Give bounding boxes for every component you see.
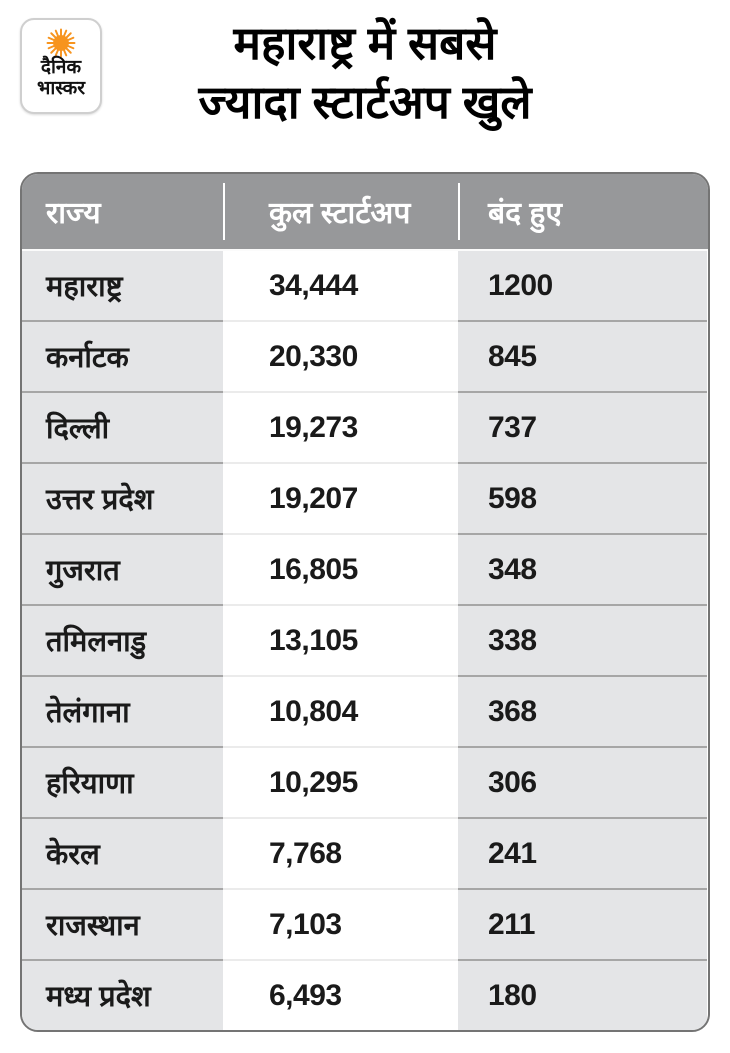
table-row [22, 746, 708, 817]
closed-cell: 241 [458, 817, 707, 888]
state-cell: कर्नाटक [22, 320, 223, 391]
table-row [22, 391, 708, 462]
logo-text-line1: दैनिक [40, 57, 82, 78]
state-cell: मध्य प्रदेश [22, 959, 223, 1030]
table-header-row [22, 174, 708, 249]
table-row [22, 249, 708, 320]
total-cell: 13,105 [223, 604, 458, 675]
closed-cell: 180 [458, 959, 707, 1030]
column-header-total: कुल स्टार्टअप [269, 197, 411, 230]
masthead [0, 0, 730, 172]
total-cell: 34,444 [223, 249, 458, 320]
state-cell: दिल्ली [22, 391, 223, 462]
table-row [22, 888, 708, 959]
total-cell: 10,295 [223, 746, 458, 817]
closed-cell: 211 [458, 888, 707, 959]
header-divider [458, 183, 460, 240]
header-divider [223, 183, 225, 240]
closed-cell: 306 [458, 746, 707, 817]
state-cell: राजस्थान [22, 888, 223, 959]
state-cell: केरल [22, 817, 223, 888]
table-row [22, 959, 708, 1030]
table-row [22, 675, 708, 746]
total-cell: 16,805 [223, 533, 458, 604]
total-cell: 7,103 [223, 888, 458, 959]
table-row [22, 320, 708, 391]
column-header-closed: बंद हुए [488, 197, 562, 230]
total-cell: 7,768 [223, 817, 458, 888]
closed-cell: 598 [458, 462, 707, 533]
total-cell: 19,273 [223, 391, 458, 462]
table-row [22, 533, 708, 604]
state-cell: महाराष्ट्र [22, 249, 223, 320]
state-cell: गुजरात [22, 533, 223, 604]
table-row [22, 604, 708, 675]
logo-text-line2: भास्कर [36, 77, 86, 99]
closed-cell: 368 [458, 675, 707, 746]
page-title [0, 14, 730, 132]
table-body [22, 249, 708, 1030]
closed-cell: 845 [458, 320, 707, 391]
closed-cell: 348 [458, 533, 707, 604]
state-cell: तेलंगाना [22, 675, 223, 746]
total-cell: 6,493 [223, 959, 458, 1030]
startup-table [20, 172, 710, 1032]
page-title-line2: ज्यादा स्टार्टअप खुले [198, 75, 532, 128]
table-row [22, 462, 708, 533]
total-cell: 19,207 [223, 462, 458, 533]
total-cell: 20,330 [223, 320, 458, 391]
total-cell: 10,804 [223, 675, 458, 746]
closed-cell: 1200 [458, 249, 707, 320]
state-cell: तमिलनाडु [22, 604, 223, 675]
state-cell: हरियाणा [22, 746, 223, 817]
page-title-line1: महाराष्ट्र में सबसे [233, 17, 497, 69]
closed-cell: 737 [458, 391, 707, 462]
state-cell: उत्तर प्रदेश [22, 462, 223, 533]
table-row [22, 817, 708, 888]
column-header-state: राज्य [46, 197, 101, 230]
closed-cell: 338 [458, 604, 707, 675]
